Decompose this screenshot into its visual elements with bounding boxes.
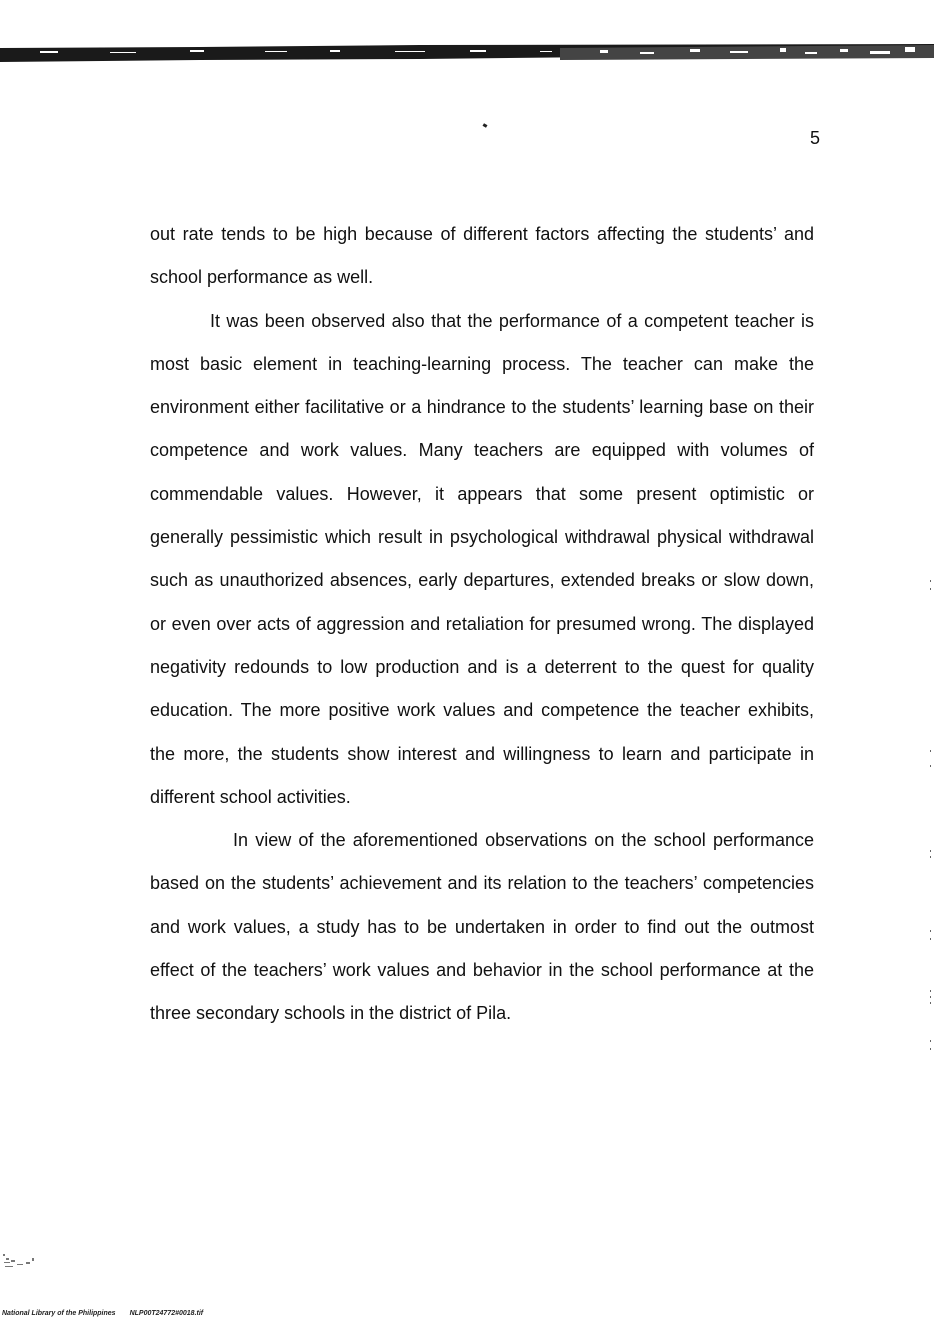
footer-file-code: NLP00T24772#0018.tif bbox=[129, 1310, 204, 1317]
scan-border-bar bbox=[0, 42, 934, 64]
page-number: 5 bbox=[809, 128, 820, 148]
paragraph-study-rationale: In view of the aforementioned observations on the school performance based on the students’ achievement and its relation to the teachers’ competencies and work values, a study has to be undertaken in order to find out the outmost effect of the teachers’ work values and behavior in the school performance at the three secondary schools in the district of Pila. bbox=[150, 830, 814, 1024]
paragraph-observation: It was been observed also that the performance of a competent teacher is most basic element in teaching-learning process. The teacher can make the environment either facilitative or a hindrance to the students’ learning base on their competence and work values. Many teachers are equipped with volumes of commendable values. However, it appears that some present optimistic or generally pessimistic which result in psychological withdrawal physical withdrawal such as unauthorized absences, early departures, extended breaks or slow down, or even over acts of aggression and retaliation for presumed wrong. The displayed negativity redounds to low production and is a deterrent to the quest for quality education. The more positive work values and competence the teacher exhibits, the more, the students show interest and willingness to learn and participate in different school activities. bbox=[150, 310, 814, 807]
scan-smudge bbox=[2, 1252, 38, 1272]
paragraph-continuation: out rate tends to be high because of different factors affecting the students’ and school performance as well. bbox=[150, 224, 814, 288]
footer-library: National Library of the Philippines bbox=[2, 1310, 116, 1317]
scan-speck bbox=[483, 123, 488, 128]
scan-footer bbox=[2, 1309, 203, 1318]
body-text bbox=[150, 213, 814, 1036]
scan-edge-marks bbox=[929, 560, 933, 1060]
